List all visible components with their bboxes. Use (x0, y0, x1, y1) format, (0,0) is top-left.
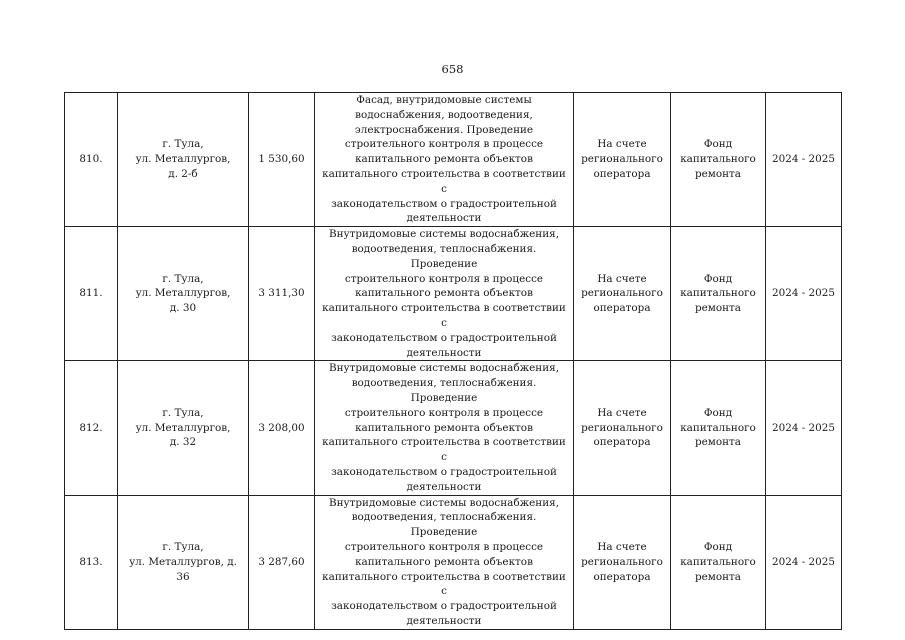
fund-line: ремонта (694, 302, 741, 315)
account-type-cell (574, 93, 671, 227)
address-line: д. 2-б (168, 167, 198, 180)
works-line: Внутридомовые системы водоснабжения, (328, 228, 560, 241)
works-line: Фасад, внутридомовые системы (356, 94, 532, 106)
cost-cell (249, 227, 315, 361)
period-value: 2024 - 2025 (771, 287, 835, 300)
account-type-cell (574, 227, 671, 361)
account-line: оператора (593, 436, 651, 449)
works-line: строительного контроля в процессе (344, 272, 544, 285)
works-description-cell (315, 495, 574, 629)
account-line: На счете (597, 272, 647, 285)
fund-line: ремонта (694, 167, 741, 180)
works-line: капитального строительства в соответствии с (322, 167, 566, 195)
works-line: деятельности (406, 346, 482, 359)
account-line: На счете (597, 540, 647, 553)
fund-line: Фонд (703, 540, 733, 553)
account-line: оператора (593, 570, 651, 583)
works-line: капитального строительства в соответствии с (322, 570, 566, 598)
works-line: Внутридомовые системы водоснабжения, (328, 362, 560, 375)
address-line: ул. Металлургов, (135, 287, 231, 300)
fund-line: капитального (680, 153, 756, 166)
period-cell (766, 227, 842, 361)
period-cell (766, 361, 842, 495)
period-cell (766, 93, 842, 227)
account-line: регионального (581, 153, 663, 166)
cost-cell (249, 495, 315, 629)
account-line: оператора (593, 167, 651, 180)
works-line: капитального строительства в соответствии с (322, 436, 566, 464)
address-line: ул. Металлургов, д. 36 (129, 555, 237, 583)
works-line: капитального ремонта объектов (355, 421, 533, 434)
works-line: электроснабжения. Проведение (354, 123, 534, 136)
works-description-cell (315, 227, 574, 361)
account-line: регионального (581, 287, 663, 300)
funding-source-cell (671, 227, 766, 361)
period-value: 2024 - 2025 (771, 153, 835, 166)
fund-line: Фонд (703, 138, 733, 151)
cost-value: 3 287,60 (258, 555, 305, 568)
address-cell (118, 495, 249, 629)
row-number-cell (65, 495, 118, 629)
works-line: водоотведения, теплоснабжения. Проведение (351, 377, 537, 404)
account-line: На счете (597, 406, 647, 419)
table-row (65, 361, 842, 495)
works-line: водоотведения, теплоснабжения. Проведение (351, 511, 537, 539)
account-type-cell (574, 361, 671, 495)
address-line: д. 32 (169, 436, 197, 449)
row-number-cell (65, 93, 118, 227)
works-line: капитального строительства в соответствии с (322, 302, 566, 329)
address-cell (118, 227, 249, 361)
fund-line: Фонд (703, 272, 733, 285)
account-line: регионального (581, 421, 663, 434)
fund-line: Фонд (703, 406, 733, 419)
works-line: строительного контроля в процессе (344, 540, 544, 553)
period-value: 2024 - 2025 (771, 555, 835, 568)
address-line: д. 30 (169, 302, 197, 315)
account-line: На счете (597, 138, 647, 151)
cost-value: 3 208,00 (258, 421, 305, 434)
account-line: оператора (593, 302, 651, 315)
fund-line: капитального (680, 287, 756, 300)
works-line: водоотведения, теплоснабжения. Проведение (351, 242, 537, 270)
row-number-cell (65, 227, 118, 361)
address-line: ул. Металлургов, (135, 153, 231, 166)
row-number: 812. (79, 421, 103, 434)
table-row (65, 93, 842, 227)
table-body (65, 93, 842, 630)
address-cell (118, 93, 249, 227)
funding-source-cell (671, 93, 766, 227)
works-description-cell (315, 93, 574, 227)
funding-source-cell (671, 495, 766, 629)
works-line: капитального ремонта объектов (355, 153, 533, 166)
works-line: деятельности (406, 614, 482, 627)
period-value: 2024 - 2025 (771, 421, 835, 434)
table-row (65, 495, 842, 629)
works-line: деятельности (406, 212, 482, 225)
works-line: законодательством о градостроительной (331, 465, 557, 478)
works-line: строительного контроля в процессе (344, 406, 544, 419)
works-line: законодательством о градостроительной (331, 331, 557, 344)
works-line: законодательством о градостроительной (331, 600, 557, 613)
account-type-cell (574, 495, 671, 629)
works-description-cell (315, 361, 574, 495)
row-number: 810. (79, 153, 103, 166)
row-number-cell (65, 361, 118, 495)
funding-source-cell (671, 361, 766, 495)
fund-line: капитального (680, 555, 756, 568)
works-line: капитального ремонта объектов (355, 287, 533, 300)
cost-cell (249, 93, 315, 227)
address-line: г. Тула, (162, 406, 204, 419)
account-line: регионального (581, 555, 663, 568)
address-line: г. Тула, (162, 272, 204, 285)
address-line: г. Тула, (162, 138, 204, 151)
works-line: законодательством о градостроительной (331, 197, 557, 210)
address-line: ул. Металлургов, (135, 421, 231, 434)
works-line: капитального ремонта объектов (355, 555, 533, 568)
cost-cell (249, 361, 315, 495)
fund-line: капитального (680, 421, 756, 434)
address-cell (118, 361, 249, 495)
row-number: 811. (79, 287, 103, 300)
address-line: г. Тула, (162, 540, 204, 553)
works-line: водоснабжения, водоотведения, (355, 108, 533, 121)
cost-value: 1 530,60 (258, 153, 305, 166)
fund-line: ремонта (694, 570, 741, 583)
works-line: Внутридомовые системы водоснабжения, (328, 496, 560, 509)
works-line: строительного контроля в процессе (344, 138, 544, 151)
works-line: деятельности (406, 480, 482, 493)
row-number: 813. (79, 555, 103, 568)
fund-line: ремонта (694, 436, 741, 449)
table-row (65, 227, 842, 361)
cost-value: 3 311,30 (258, 287, 305, 300)
capital-repair-table (64, 92, 842, 630)
page-number: 658 (441, 62, 464, 76)
period-cell (766, 495, 842, 629)
